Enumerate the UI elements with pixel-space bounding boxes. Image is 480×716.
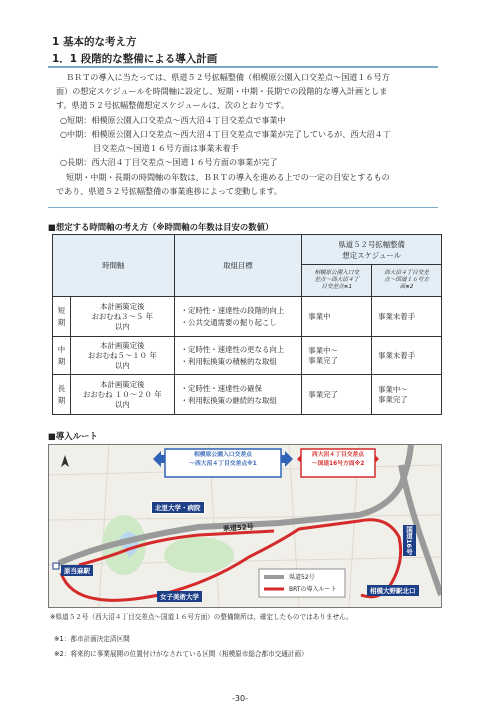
period-cell: 本計画策定後 おおむね３〜５ 年 以内 <box>70 297 174 337</box>
period-cell: 本計画策定後 おおむね １０〜２０ 年 以内 <box>70 375 174 415</box>
header-schedule: 県道５２号拡幅整備 想定スケジュール <box>302 235 442 265</box>
phase-mid: ○中期：相模原公園入口交差点〜西大沼４丁目交差点で事業が完了しているが、西大沼４丁 <box>60 129 391 139</box>
map-note: ※県道５２号（西大沼４丁目交差点〜国道１６号方面）の整備箇所は、確定したものではありません。 <box>50 613 353 621</box>
note-line-2: であり、県道５２号拡幅整備の事業進捗によって変動します。 <box>56 186 282 196</box>
term-short: 短 期 <box>53 297 71 337</box>
status-cell: 事業中〜 事業完了 <box>302 337 372 375</box>
term-mid: 中 期 <box>53 337 71 375</box>
banner-2-text: 西大沼４丁目交差点 〜国道16号方面※2 <box>311 452 365 467</box>
legend-road-label: 県道52号 <box>289 574 315 581</box>
status-cell: 事業中 <box>302 297 372 337</box>
status-cell: 事業未着手 <box>372 297 442 337</box>
sagamiono-label: 相模大野駅北口 <box>367 585 419 596</box>
intro-line-3: す。県道５２号拡幅整備想定スケジュールは、次のとおりです。 <box>56 100 289 110</box>
paragraph-rule <box>48 207 438 208</box>
time-axis-table <box>52 234 442 415</box>
term-long: 長 期 <box>53 375 71 415</box>
table-row <box>53 375 442 415</box>
station-marker <box>53 563 59 569</box>
status-cell: 事業未着手 <box>372 337 442 375</box>
kitasato-label: 北里大学・病院 <box>151 501 205 514</box>
note-line-1: 短期・中期・長期の時間軸の年数は、ＢＲＴの導入を進める上での一定の目安とするもの <box>66 172 390 182</box>
goals-cell: ・定時性・速達性の段階的向上 ・公共交通需要の掘り起こし <box>174 297 302 337</box>
goals-cell: ・定時性・速達性の更なる向上 ・利用転換策の積極的な取組 <box>174 337 302 375</box>
legend-route-label: BRTの導入ルート <box>289 586 337 593</box>
road-16-label: 国道16号 <box>403 525 416 556</box>
table-row <box>53 297 442 337</box>
header-time: 時間軸 <box>53 235 175 297</box>
heading-rule <box>48 66 438 68</box>
header-goal: 取組目標 <box>174 235 302 297</box>
header-section-2: 西大沼４丁目交差 点〜国道１６号方 面※2 <box>372 265 442 297</box>
subsection-heading: 1．1 段階的な整備による導入計画 <box>52 53 218 65</box>
period-cell: 本計画策定後 おおむね５〜１０ 年 以内 <box>70 337 174 375</box>
footnote-2: ※2：将来的に事業展開の位置付けがなされている区間（相模原市総合都市交通計画） <box>54 650 308 658</box>
joshibi-label: 女子美術大学 <box>157 591 202 602</box>
haratoma-label: 原当麻駅 <box>61 565 93 576</box>
route-map <box>48 444 442 608</box>
phase-short: ○短期：相模原公園入口交差点〜西大沼４丁目交差点で事業中 <box>60 115 286 125</box>
phase-long: ○長期：西大沼４丁目交差点〜国道１６号方面の事業が完了 <box>60 157 278 167</box>
park-area <box>164 537 234 573</box>
goals-cell: ・定時性・速達性の確保 ・利用転換策の継続的な取組 <box>174 375 302 415</box>
status-cell: 事業中〜 事業完了 <box>372 375 442 415</box>
status-cell: 事業完了 <box>302 375 372 415</box>
road-52-label: 県道52号 <box>222 522 254 534</box>
intro-line-1: ＢＲＴの導入に当たっては、県道５２号拡幅整備（相模原公園入口交差点〜国道１６号方 <box>66 72 390 82</box>
table-row <box>53 337 442 375</box>
footnote-1: ※1：都市計画決定済区間 <box>54 635 130 643</box>
table-caption: ■想定する時間軸の考え方（※時間軸の年数は目安の数値） <box>48 222 274 232</box>
route-caption: ■導入ルート <box>48 431 98 441</box>
section-heading: 1 基本的な考え方 <box>52 36 137 48</box>
banner-1-text: 相模原公園入口交差点 〜西大沼４丁目交差点※1 <box>189 452 257 467</box>
header-section-1: 相模原公園入口交 差点〜西大沼４丁 目交差点※1 <box>302 265 372 297</box>
phase-mid-cont: 目交差点〜国道１６号方面は事業未着手 <box>93 143 239 153</box>
page-number: -30- <box>232 694 248 703</box>
intro-line-2: 面）の想定スケジュールを時間軸に設定し、短期・中期・長期での段階的な導入計画としま <box>56 86 388 96</box>
